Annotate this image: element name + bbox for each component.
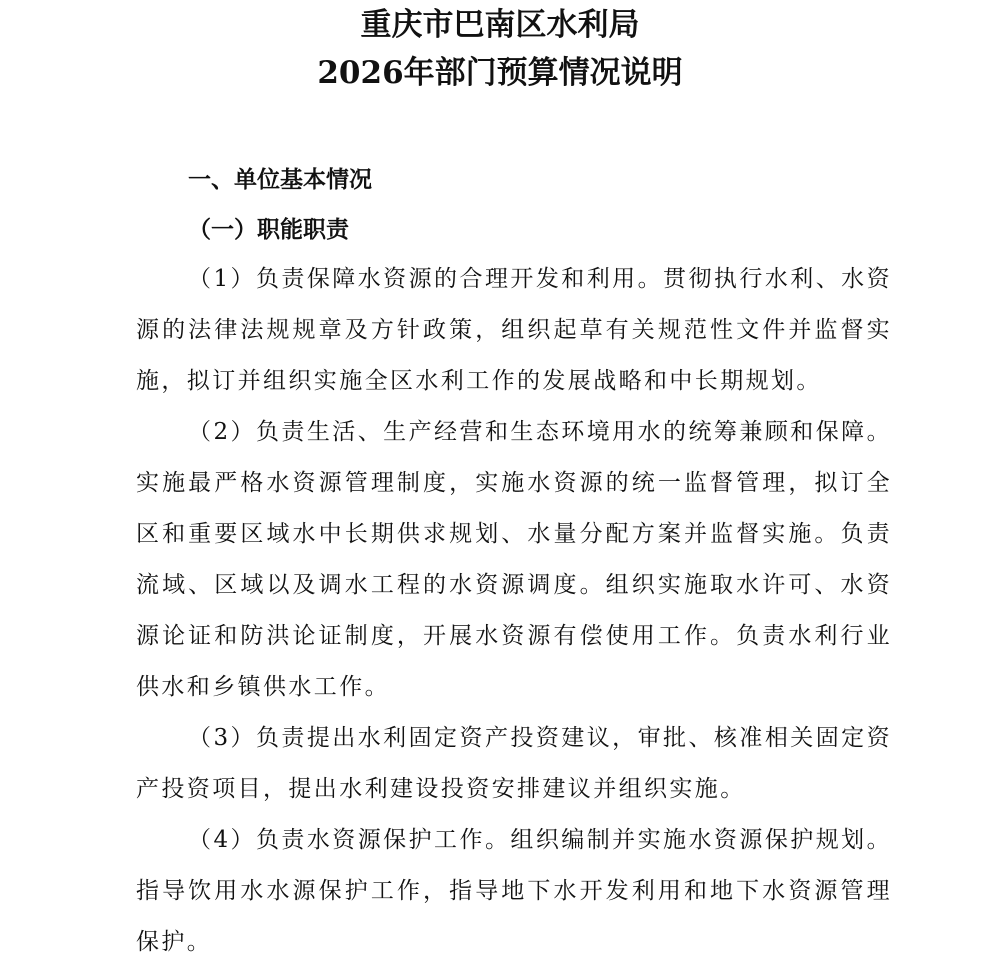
subsection-heading: （一）职能职责 [188,216,349,243]
section-heading: 一、单位基本情况 [188,167,372,193]
paragraph-duty-3: （3）负责提出水利固定资产投资建议，审批、核准相关固定资产投资项目，提出水利建设投资安排建议并组织实施。 [136,725,892,802]
paragraph-duty-1: （1）负责保障水资源的合理开发和利用。贯彻执行水利、水资源的法律法规规章及方针政策，组织起草有关规范性文件并监督实施，拟订并组织实施全区水利工作的发展战略和中长期规划。 [136,266,892,394]
paragraph-duty-4: （4）负责水资源保护工作。组织编制并实施水资源保护规划。指导饮用水水源保护工作，指导地下水开发利用和地下水资源管理保护。 [136,827,892,955]
paragraph-duty-2: （2）负责生活、生产经营和生态环境用水的统筹兼顾和保障。实施最严格水资源管理制度，实施水资源的统一监督管理，拟订全区和重要区域水中长期供求规划、水量分配方案并监督实施。负责流域、区域以及调水工程的水资源调度。组织实施取水许可、水资源论证和防洪论证制度，开展水资源有偿使用工作。负责水利行业供水和乡镇供水工作。 [136,419,892,700]
document-title-line2: 2026年部门预算情况说明 [317,55,683,91]
document-title-line1: 重庆市巴南区水利局 [360,7,640,43]
